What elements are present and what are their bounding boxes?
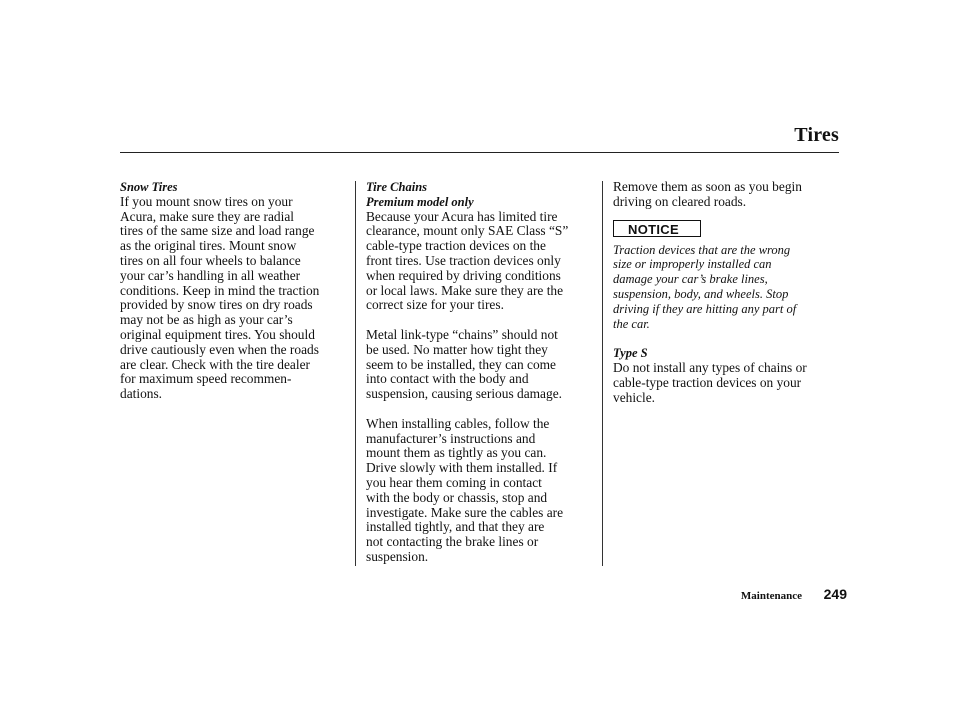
column-divider — [355, 181, 356, 566]
text-line: driving if they are hitting any part of — [613, 301, 797, 316]
text-line: may not be as high as your car’s — [120, 312, 293, 328]
text-line: clearance, mount only SAE Class “S” — [366, 223, 569, 239]
text-line: drive cautiously even when the roads — [120, 341, 319, 357]
text-line: dations. — [120, 386, 163, 402]
text-line: the car. — [613, 316, 650, 331]
text-line: are clear. Check with the tire dealer — [120, 356, 310, 372]
text-line: Metal link-type “chains” should not — [366, 326, 558, 342]
paragraph — [366, 417, 596, 565]
text-line: with the body or chassis, stop and — [366, 489, 548, 505]
text-line: correct size for your tires. — [366, 297, 504, 313]
text-line: mount them as tightly as you can. — [366, 445, 547, 461]
text-line: you hear them coming in contact — [366, 474, 542, 490]
text-line: Acura, make sure they are radial — [120, 208, 294, 224]
text-line: installed tightly, and that they are — [366, 519, 545, 535]
header-rule — [120, 152, 839, 153]
text-line: vehicle. — [613, 389, 656, 405]
text-line: size or improperly installed can — [613, 257, 772, 272]
text-line: be used. No matter how tight they — [366, 341, 548, 357]
column-snow-tires — [120, 180, 350, 402]
notice-label: NOTICE — [613, 220, 701, 237]
section-heading: Snow Tires — [120, 180, 178, 194]
notice-text — [613, 243, 839, 332]
page-number: 249 — [823, 586, 847, 602]
text-line: suspension, causing serious damage. — [366, 386, 562, 402]
paragraph — [120, 195, 350, 402]
text-line: for maximum speed recommen- — [120, 371, 292, 387]
text-line: cable-type traction devices on the — [366, 238, 546, 254]
text-line: not contacting the brake lines or — [366, 534, 539, 550]
text-line: Do not install any types of chains or — [613, 359, 807, 375]
text-line: Drive slowly with them installed. If — [366, 460, 558, 476]
text-line: original equipment tires. You should — [120, 326, 315, 342]
section-heading: Tire Chains — [366, 180, 428, 194]
footer-section-label: Maintenance — [740, 590, 802, 602]
column-divider — [602, 181, 603, 566]
paragraph — [613, 180, 839, 210]
paragraph — [613, 361, 839, 405]
text-line: tires of the same size and load range — [120, 223, 315, 239]
paragraph — [366, 328, 596, 402]
text-line: provided by snow tires on dry roads — [120, 297, 313, 313]
text-line: When installing cables, follow the — [366, 415, 550, 431]
text-line: manufacturer’s instructions and — [366, 430, 536, 446]
text-line: as the original tires. Mount snow — [120, 238, 297, 254]
text-line: tires on all four wheels to balance — [120, 252, 301, 268]
text-line: cable-type traction devices on your — [613, 374, 802, 390]
page-title: Tires — [794, 124, 839, 146]
column-continued — [613, 180, 839, 405]
text-line: Remove them as soon as you begin — [613, 179, 802, 194]
text-line: If you mount snow tires on your — [120, 193, 293, 209]
text-line: your car’s handling in all weather — [120, 267, 301, 283]
text-line: when required by driving conditions — [366, 267, 561, 283]
text-line: front tires. Use traction devices only — [366, 252, 561, 268]
text-line: driving on cleared roads. — [613, 193, 747, 209]
text-line: Traction devices that are the wrong — [613, 242, 791, 257]
text-line: or local laws. Make sure they are the — [366, 282, 564, 298]
text-line: into contact with the body and — [366, 371, 529, 387]
text-line: seem to be installed, they can come — [366, 356, 557, 372]
paragraph — [366, 210, 596, 314]
section-heading: Type S — [613, 346, 648, 361]
text-line: suspension. — [366, 548, 429, 564]
text-line: Because your Acura has limited tire — [366, 208, 558, 224]
text-line: damage your car’s brake lines, — [613, 272, 768, 287]
column-tire-chains — [366, 180, 596, 565]
section-subheading: Premium model only — [366, 194, 474, 209]
text-line: conditions. Keep in mind the traction — [120, 282, 320, 298]
text-line: suspension, body, and wheels. Stop — [613, 286, 789, 301]
text-line: investigate. Make sure the cables are — [366, 504, 564, 520]
